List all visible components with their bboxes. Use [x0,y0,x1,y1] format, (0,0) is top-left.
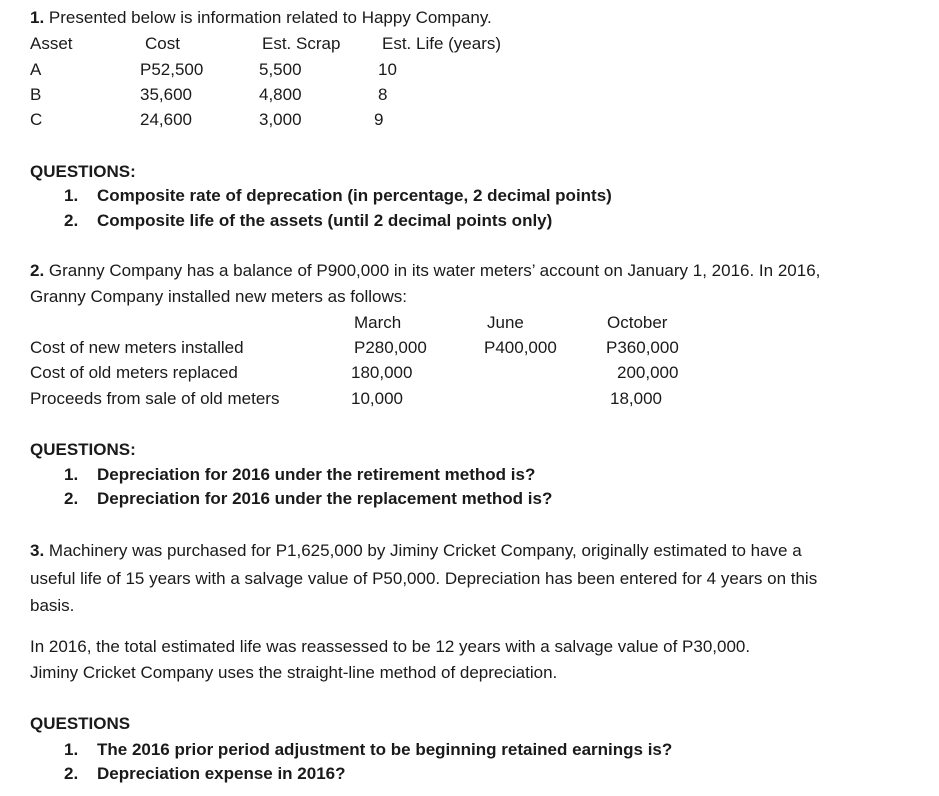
p1-q1-num: 1. [64,186,79,205]
problem1-intro: Presented below is information related to Happy Company. [48,8,492,27]
p3-questions-heading: QUESTIONS [30,714,131,733]
p1-header-asset: Asset [30,34,73,53]
p2-row3-october: 18,000 [610,389,662,408]
p1-row-b-scrap: 4,800 [259,85,302,104]
p2-row1-october: P360,000 [606,338,679,357]
p1-row-a-cost: P52,500 [140,60,204,79]
problem3-line5: Jiminy Cricket Company uses the straight-line method of depreciation. [30,663,558,682]
p1-header-cost: Cost [145,34,180,53]
p2-q2-num: 2. [64,489,79,508]
p1-row-c-life: 9 [374,110,384,129]
p2-row1-june: P400,000 [484,338,557,357]
p1-row-a-life: 10 [378,60,397,79]
p1-q2-num: 2. [64,211,79,230]
problem1-title [30,9,492,26]
p1-row-b-asset: B [30,85,42,104]
p2-q1-text: Depreciation for 2016 under the retirement method is? [97,465,536,484]
p1-questions-heading: QUESTIONS: [30,162,136,181]
problem3-number: 3. [30,541,45,560]
problem3-line4: In 2016, the total estimated life was reassessed to be 12 years with a salvage value of P30,000. [30,637,751,656]
p3-q1-text: The 2016 prior period adjustment to be beginning retained earnings is? [97,740,673,759]
p1-row-b-life: 8 [378,85,388,104]
p1-header-scrap: Est. Scrap [262,34,341,53]
problem2-number: 2. [30,261,45,280]
p1-row-c-scrap: 3,000 [259,110,302,129]
problem2-intro-text: Granny Company has a balance of P900,000 in its water meters’ account on January 1, 2016. In 2016, [48,261,821,280]
p2-row3-march: 10,000 [351,389,403,408]
problem3-line1 [30,542,802,559]
p3-q2-text: Depreciation expense in 2016? [97,764,346,783]
p2-month-june: June [487,313,524,332]
p1-row-a-asset: A [30,60,42,79]
p1-row-c-asset: C [30,110,43,129]
problem1-number: 1. [30,8,45,27]
p3-q1-num: 1. [64,740,79,759]
p1-row-c-cost: 24,600 [140,110,192,129]
p1-row-a-scrap: 5,500 [259,60,302,79]
p1-header-life: Est. Life (years) [382,34,502,53]
p2-row2-march: 180,000 [351,363,413,382]
p2-questions-heading: QUESTIONS: [30,440,136,459]
p2-row3-label: Proceeds from sale of old meters [30,389,280,408]
p1-q2-text: Composite life of the assets (until 2 decimal points only) [97,211,553,230]
p1-row-b-cost: 35,600 [140,85,192,104]
p2-q2-text: Depreciation for 2016 under the replacement method is? [97,489,553,508]
p2-month-march: March [354,313,402,332]
p3-q2-num: 2. [64,764,79,783]
problem3-line1-text: Machinery was purchased for P1,625,000 by Jiminy Cricket Company, originally estimated to have a [48,541,802,560]
problem3-line3: basis. [30,596,75,615]
problem2-intro-line2: Granny Company installed new meters as follows: [30,287,407,306]
p2-q1-num: 1. [64,465,79,484]
p1-q1-text: Composite rate of deprecation (in percentage, 2 decimal points) [97,186,612,205]
p2-row1-march: P280,000 [354,338,427,357]
p2-month-october: October [607,313,668,332]
problem3-line2: useful life of 15 years with a salvage value of P50,000. Depreciation has been entered for 4 years on this [30,569,818,588]
p2-row2-label: Cost of old meters replaced [30,363,238,382]
p2-row2-october: 200,000 [617,363,679,382]
p2-row1-label: Cost of new meters installed [30,338,244,357]
problem2-intro-line1 [30,262,820,279]
